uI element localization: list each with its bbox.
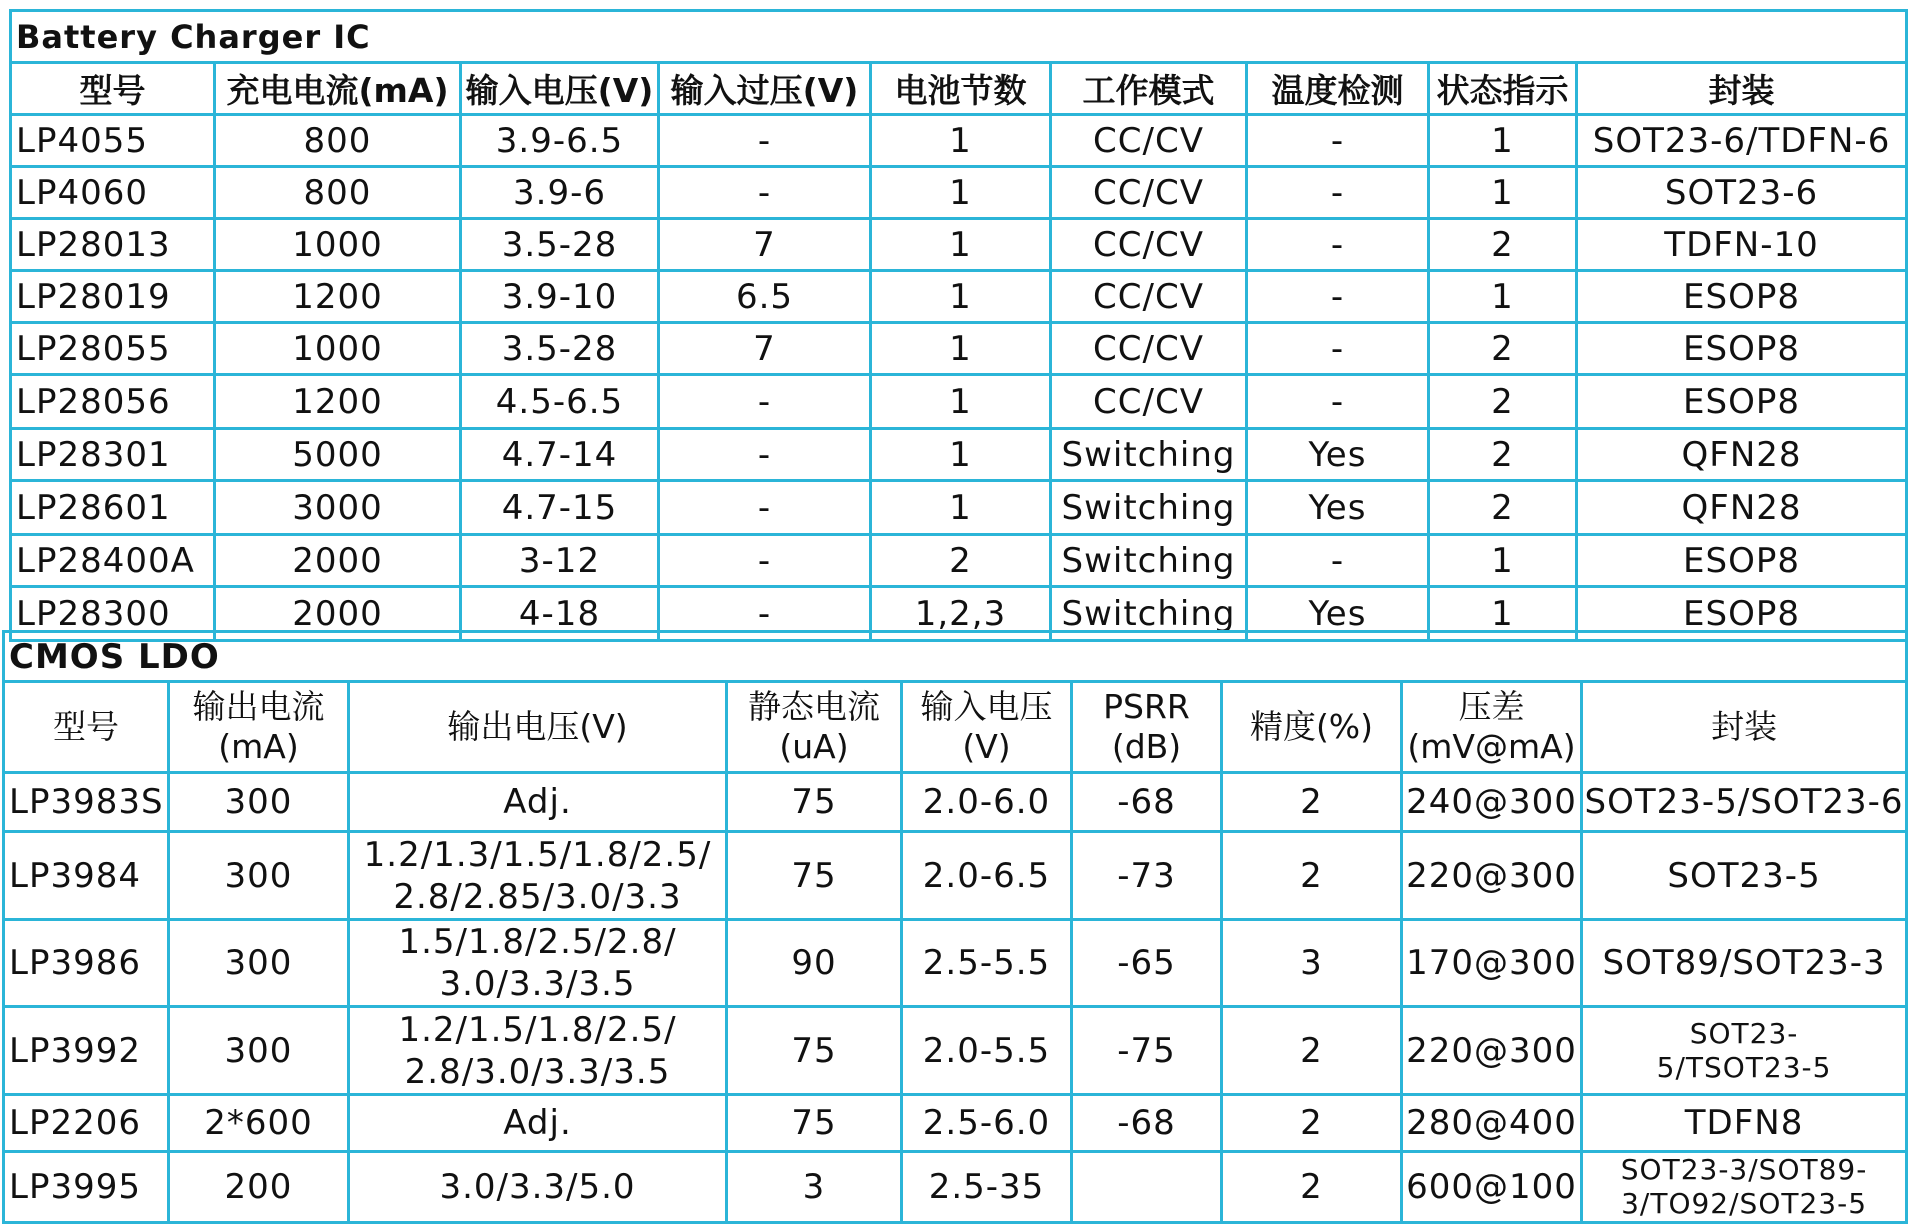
table-row (11, 481, 1907, 535)
table-cell: Yes (1247, 429, 1429, 481)
table-cell: 7 (659, 219, 871, 271)
table-cell: SOT23-5/SOT23-6 (1582, 773, 1907, 832)
table-cell: TDFN8 (1582, 1095, 1907, 1152)
table-cell: QFN28 (1577, 429, 1907, 481)
column-header: 工作模式 (1051, 63, 1247, 115)
column-header: 静态电流 (uA) (727, 682, 902, 773)
table-cell: CC/CV (1051, 375, 1247, 429)
table-cell: 4.7-14 (461, 429, 659, 481)
table-cell: 1 (1429, 115, 1577, 167)
table-cell: 300 (169, 920, 349, 1007)
table-cell: 220@300 (1402, 1007, 1582, 1095)
table-cell: QFN28 (1577, 481, 1907, 535)
table-cell: 1200 (215, 271, 461, 323)
table-cell: 800 (215, 167, 461, 219)
battery-charger-table (9, 9, 1908, 642)
table-cell: 2.0-6.0 (902, 773, 1072, 832)
part-number-cell: LP28300 (11, 587, 215, 641)
table-cell: -65 (1072, 920, 1222, 1007)
table-cell: 3 (727, 1152, 902, 1223)
table-cell: 6.5 (659, 271, 871, 323)
table-cell: Yes (1247, 587, 1429, 641)
column-header: PSRR (dB) (1072, 682, 1222, 773)
table-cell: SOT23-6/TDFN-6 (1577, 115, 1907, 167)
table-cell: 75 (727, 1007, 902, 1095)
table-cell: 75 (727, 832, 902, 920)
table-cell: CC/CV (1051, 167, 1247, 219)
table-cell: 1000 (215, 219, 461, 271)
table-cell: Switching (1051, 535, 1247, 587)
table-cell: 7 (659, 323, 871, 375)
table-cell: Yes (1247, 481, 1429, 535)
part-number-cell: LP4060 (11, 167, 215, 219)
column-header: 输入过压(V) (659, 63, 871, 115)
charger-table-body (11, 115, 1907, 641)
table-cell: 1 (1429, 167, 1577, 219)
table-row (11, 375, 1907, 429)
table-cell: -68 (1072, 1095, 1222, 1152)
column-header: 封装 (1577, 63, 1907, 115)
table-cell: 90 (727, 920, 902, 1007)
table-cell: 2000 (215, 587, 461, 641)
table-cell: - (1247, 167, 1429, 219)
table-cell: 1 (871, 219, 1051, 271)
table-cell: CC/CV (1051, 115, 1247, 167)
table-cell: 1 (871, 115, 1051, 167)
column-header: 型号 (11, 63, 215, 115)
table-row (4, 832, 1907, 920)
table-cell: 2 (1222, 1095, 1402, 1152)
table-cell: 3.9-6 (461, 167, 659, 219)
table-cell: 280@400 (1402, 1095, 1582, 1152)
table-cell: 1 (1429, 271, 1577, 323)
table-row (11, 429, 1907, 481)
table-cell: 1 (871, 271, 1051, 323)
table-row (4, 1007, 1907, 1095)
table-cell: 300 (169, 832, 349, 920)
table-cell: CC/CV (1051, 219, 1247, 271)
table-cell: 2.5-6.0 (902, 1095, 1072, 1152)
table-cell: ESOP8 (1577, 323, 1907, 375)
column-header: 温度检测 (1247, 63, 1429, 115)
table-cell: - (659, 587, 871, 641)
table-cell: 1 (871, 167, 1051, 219)
table-cell: - (1247, 535, 1429, 587)
table-cell: 2 (1429, 219, 1577, 271)
table-cell: 2.5-5.5 (902, 920, 1072, 1007)
table-cell: SOT89/SOT23-3 (1582, 920, 1907, 1007)
column-header: 型号 (4, 682, 169, 773)
part-number-cell: LP28400A (11, 535, 215, 587)
cmos-ldo-table (2, 630, 1908, 1224)
table-cell: 240@300 (1402, 773, 1582, 832)
column-header: 输出电流 (mA) (169, 682, 349, 773)
table-cell: Switching (1051, 481, 1247, 535)
part-number-cell: LP4055 (11, 115, 215, 167)
column-header: 压差 (mV@mA) (1402, 682, 1582, 773)
table-cell: - (659, 375, 871, 429)
table-row (4, 1152, 1907, 1223)
table-cell: SOT23-6 (1577, 167, 1907, 219)
table-cell: 1,2,3 (871, 587, 1051, 641)
table-cell: 170@300 (1402, 920, 1582, 1007)
table-cell: 4-18 (461, 587, 659, 641)
part-number-cell: LP28019 (11, 271, 215, 323)
ldo-table-body (4, 773, 1907, 1223)
column-header: 输入电压 (V) (902, 682, 1072, 773)
table-cell: CC/CV (1051, 323, 1247, 375)
table-cell: 300 (169, 773, 349, 832)
table-cell: 200 (169, 1152, 349, 1223)
table-cell: 1 (1429, 587, 1577, 641)
table-row (4, 773, 1907, 832)
column-header: 充电电流(mA) (215, 63, 461, 115)
table-cell: 1 (871, 375, 1051, 429)
table-cell: 2 (1222, 1007, 1402, 1095)
table-cell: 1 (871, 429, 1051, 481)
table-cell: - (1247, 219, 1429, 271)
table-cell: 3-12 (461, 535, 659, 587)
table-cell: 2 (1222, 1152, 1402, 1223)
table-cell: Adj. (349, 773, 727, 832)
table-cell: - (659, 429, 871, 481)
part-number-cell: LP28601 (11, 481, 215, 535)
table-cell: ESOP8 (1577, 587, 1907, 641)
table-row (11, 115, 1907, 167)
charger-header-row (11, 63, 1907, 115)
table-cell: 75 (727, 773, 902, 832)
part-number-cell: LP3984 (4, 832, 169, 920)
table-cell: 75 (727, 1095, 902, 1152)
part-number-cell: LP2206 (4, 1095, 169, 1152)
table-cell: 1.5/1.8/2.5/2.8/ 3.0/3.3/3.5 (349, 920, 727, 1007)
table-cell: 2 (1222, 773, 1402, 832)
table-cell: 3.0/3.3/5.0 (349, 1152, 727, 1223)
column-header: 输入电压(V) (461, 63, 659, 115)
table-cell: - (1247, 323, 1429, 375)
table-cell: 3.5-28 (461, 219, 659, 271)
table-cell: Adj. (349, 1095, 727, 1152)
table-cell: - (659, 481, 871, 535)
table-cell: 220@300 (1402, 832, 1582, 920)
table-row (4, 1095, 1907, 1152)
table-row (4, 920, 1907, 1007)
column-header: 电池节数 (871, 63, 1051, 115)
column-header: 封装 (1582, 682, 1907, 773)
table-cell: 2 (1222, 832, 1402, 920)
table-cell: SOT23-5 (1582, 832, 1907, 920)
table-cell: 3.5-28 (461, 323, 659, 375)
table-cell: 2000 (215, 535, 461, 587)
table-cell: Switching (1051, 587, 1247, 641)
table-cell: 2 (1429, 481, 1577, 535)
table-cell: 3000 (215, 481, 461, 535)
column-header: 精度(%) (1222, 682, 1402, 773)
table-cell: 2*600 (169, 1095, 349, 1152)
part-number-cell: LP28013 (11, 219, 215, 271)
table-cell: 1200 (215, 375, 461, 429)
table-cell: 2.0-5.5 (902, 1007, 1072, 1095)
column-header: 输出电压(V) (349, 682, 727, 773)
table-cell: -75 (1072, 1007, 1222, 1095)
table-row (11, 219, 1907, 271)
table-cell: ESOP8 (1577, 535, 1907, 587)
table-cell: 800 (215, 115, 461, 167)
part-number-cell: LP28301 (11, 429, 215, 481)
table-cell: CC/CV (1051, 271, 1247, 323)
table-cell: 2.5-35 (902, 1152, 1072, 1223)
table-cell: 1000 (215, 323, 461, 375)
table-cell: 4.5-6.5 (461, 375, 659, 429)
table-cell: 300 (169, 1007, 349, 1095)
table-cell: 1.2/1.5/1.8/2.5/ 2.8/3.0/3.3/3.5 (349, 1007, 727, 1095)
table-cell: SOT23-3/SOT89- 3/TO92/SOT23-5 (1582, 1152, 1907, 1223)
part-number-cell: LP3992 (4, 1007, 169, 1095)
table-cell: 2 (1429, 323, 1577, 375)
table-cell: SOT23- 5/TSOT23-5 (1582, 1007, 1907, 1095)
part-number-cell: LP3983S (4, 773, 169, 832)
table-row (11, 535, 1907, 587)
table-cell: -73 (1072, 832, 1222, 920)
table-row (11, 167, 1907, 219)
table-cell: - (659, 115, 871, 167)
table-row (11, 271, 1907, 323)
table-cell: 1 (871, 481, 1051, 535)
table-cell: 1 (1429, 535, 1577, 587)
table-cell: - (1247, 375, 1429, 429)
table-cell (1072, 1152, 1222, 1223)
table-cell: ESOP8 (1577, 271, 1907, 323)
table-cell: - (1247, 271, 1429, 323)
table-cell: TDFN-10 (1577, 219, 1907, 271)
table-cell: 2 (1429, 375, 1577, 429)
table-cell: - (1247, 115, 1429, 167)
table-cell: 5000 (215, 429, 461, 481)
part-number-cell: LP3986 (4, 920, 169, 1007)
part-number-cell: LP3995 (4, 1152, 169, 1223)
ldo-header-row (4, 682, 1907, 773)
ldo-table-title: CMOS LDO (4, 632, 1907, 682)
table-cell: -68 (1072, 773, 1222, 832)
column-header: 状态指示 (1429, 63, 1577, 115)
table-cell: 2 (1429, 429, 1577, 481)
table-cell: Switching (1051, 429, 1247, 481)
charger-table-title: Battery Charger IC (11, 11, 1907, 63)
part-number-cell: LP28055 (11, 323, 215, 375)
table-cell: 3 (1222, 920, 1402, 1007)
table-cell: 1.2/1.3/1.5/1.8/2.5/ 2.8/2.85/3.0/3.3 (349, 832, 727, 920)
table-cell: 2 (871, 535, 1051, 587)
table-cell: 600@100 (1402, 1152, 1582, 1223)
table-cell: 3.9-6.5 (461, 115, 659, 167)
table-cell: ESOP8 (1577, 375, 1907, 429)
part-number-cell: LP28056 (11, 375, 215, 429)
table-cell: - (659, 167, 871, 219)
table-row (11, 323, 1907, 375)
table-cell: 4.7-15 (461, 481, 659, 535)
table-cell: - (659, 535, 871, 587)
table-cell: 2.0-6.5 (902, 832, 1072, 920)
table-cell: 1 (871, 323, 1051, 375)
table-cell: 3.9-10 (461, 271, 659, 323)
